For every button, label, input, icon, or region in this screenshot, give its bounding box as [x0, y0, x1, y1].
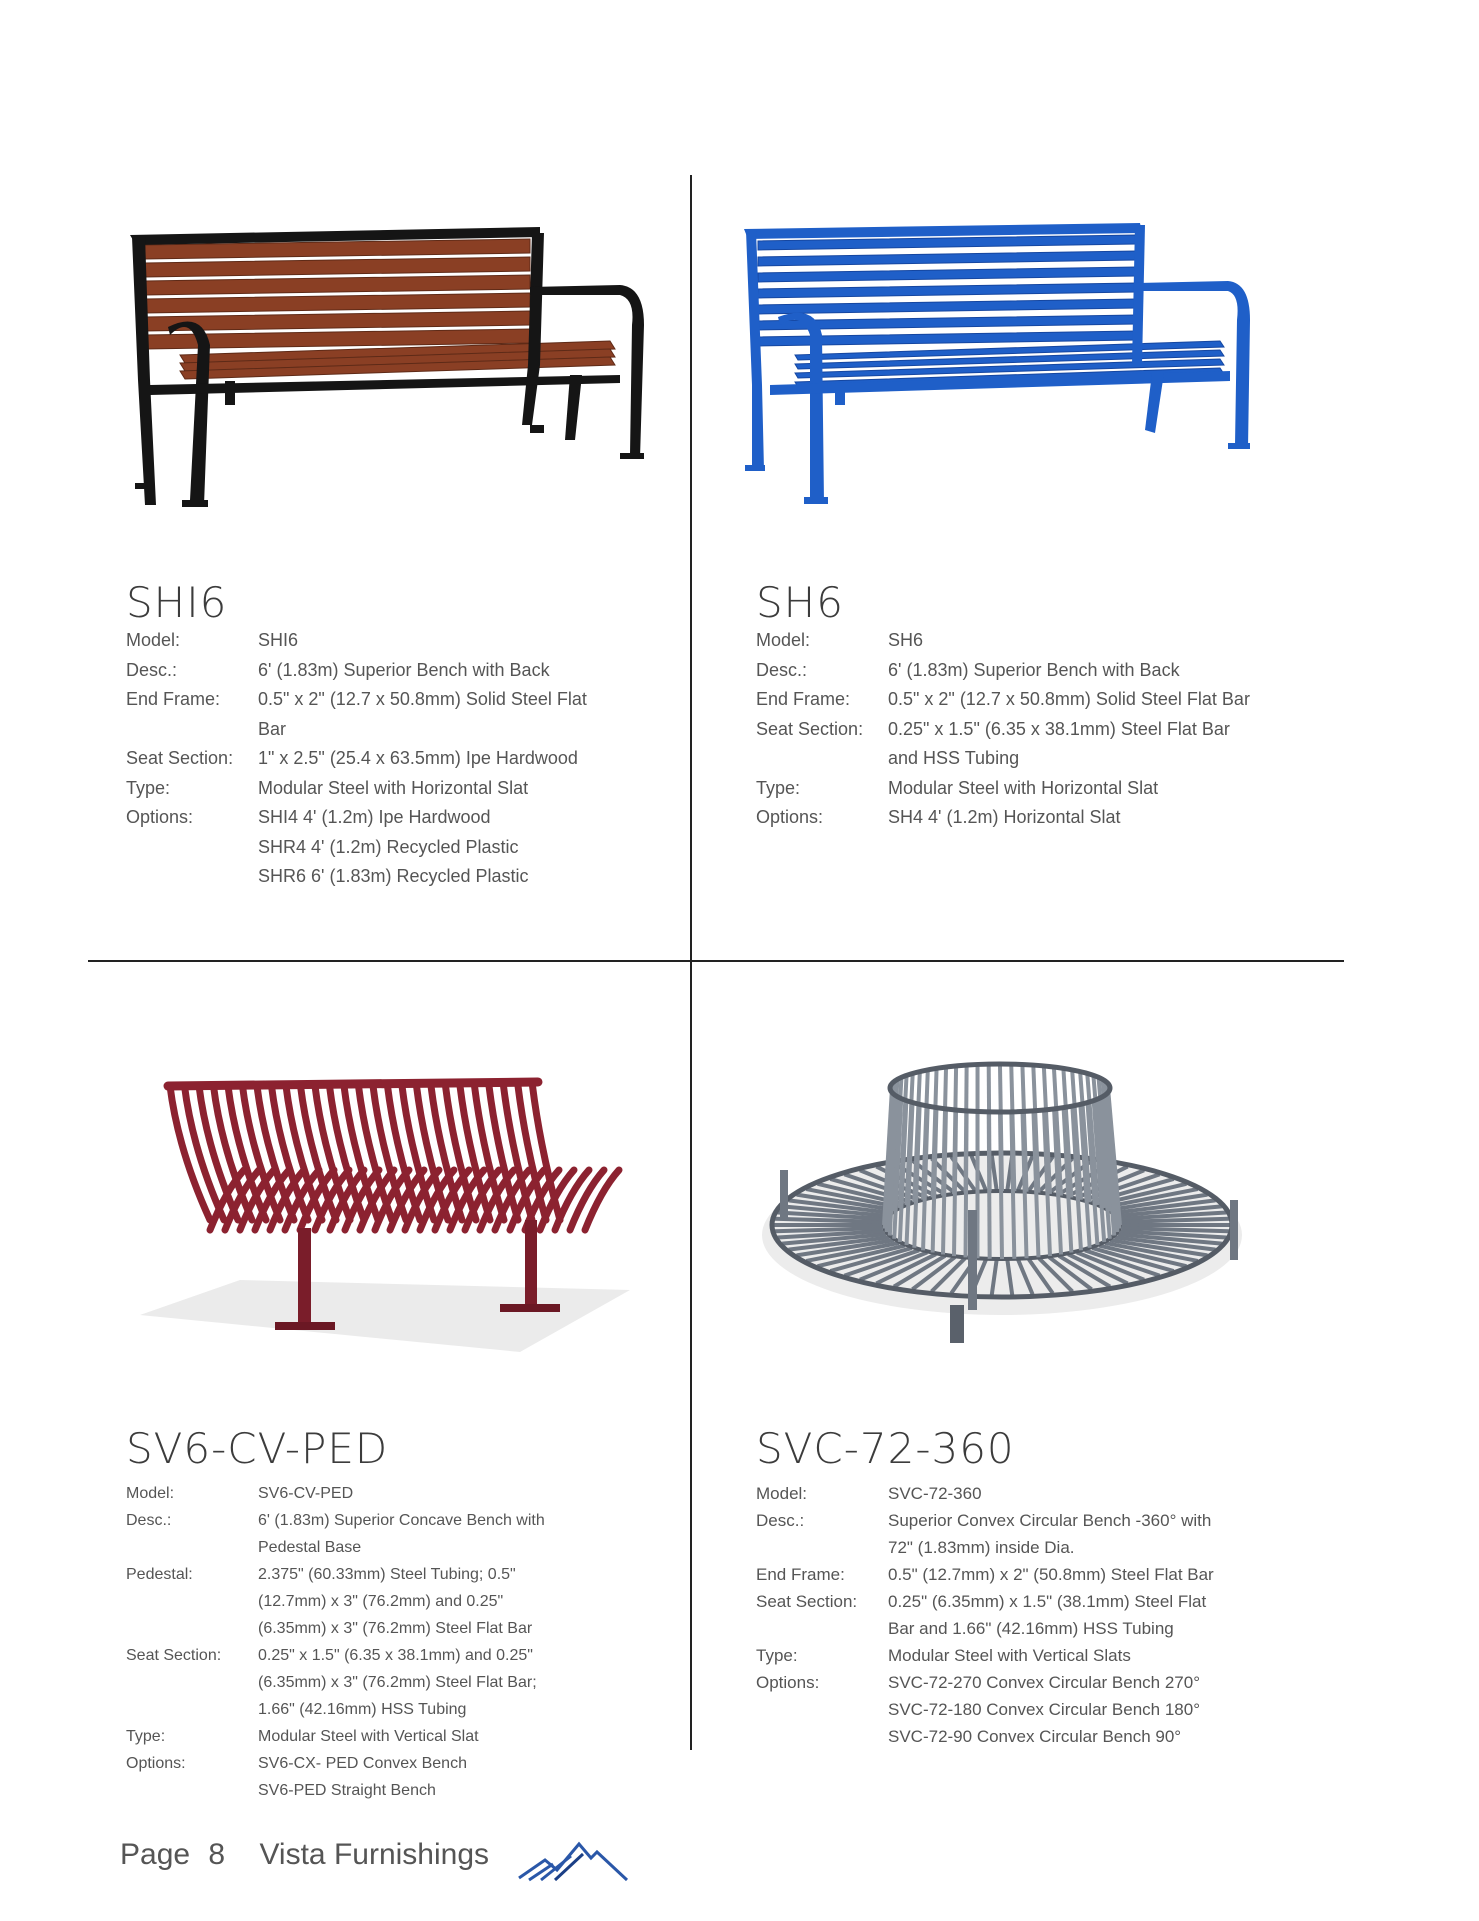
spec-value-line: 0.25" x 1.5" (6.35 x 38.1mm) and 0.25" [258, 1647, 533, 1664]
spec-value-line: 0.25" x 1.5" (6.35 x 38.1mm) Steel Flat Bar [888, 718, 1230, 739]
spec-table-svc [756, 1480, 1214, 1750]
spec-value-line: SHR6 6' (1.83m) Recycled Plastic [258, 866, 529, 886]
horizontal-divider [88, 960, 1344, 962]
spec-value-line: and HSS Tubing [888, 748, 1020, 768]
spec-value-line: SV6-PED Straight Bench [258, 1782, 436, 1799]
spec-row [126, 656, 587, 686]
spec-value-line: SVC-72-270 Convex Circular Bench 270° [888, 1673, 1201, 1692]
spec-row [126, 685, 587, 744]
spec-row [126, 1480, 545, 1507]
spec-value [258, 685, 587, 744]
spec-value-line: Pedestal Base [258, 1539, 362, 1556]
mountain-logo-icon [515, 1834, 631, 1884]
spec-row [756, 626, 1250, 656]
spec-value-line: SHR4 4' (1.2m) Recycled Plastic [258, 836, 519, 857]
spec-value [888, 715, 1230, 774]
spec-value-line: Bar [258, 718, 287, 739]
spec-value [258, 774, 528, 804]
spec-value [888, 1588, 1206, 1642]
product-title: SV6-CV-PED [126, 1424, 389, 1473]
spec-value [888, 1561, 1214, 1588]
spec-value-line: SH6 [888, 630, 924, 650]
spec-value [888, 626, 923, 656]
spec-label: Model: [756, 1484, 808, 1503]
spec-value-line: 6' (1.83m) Superior Bench with Back [888, 659, 1180, 680]
spec-value [888, 774, 1158, 804]
spec-value [888, 1480, 982, 1507]
spec-value-line: 72" (1.83mm) inside Dia. [888, 1538, 1075, 1557]
spec-label: Options: [756, 1673, 820, 1692]
spec-value-line: SHI4 4' (1.2m) Ipe Hardwood [258, 807, 491, 827]
spec-value [888, 685, 1250, 715]
spec-value [258, 744, 578, 774]
spec-label: Model: [126, 1485, 175, 1502]
spec-row [756, 1480, 1214, 1507]
spec-value-line: SH4 4' (1.2m) Horizontal Slat [888, 807, 1121, 827]
spec-value-line: Modular Steel with Horizontal Slat [258, 777, 529, 798]
spec-label: Seat Section: [756, 718, 864, 739]
spec-row [756, 1642, 1214, 1669]
spec-value-line: (6.35mm) x 3" (76.2mm) Steel Flat Bar; [258, 1674, 537, 1691]
spec-value-line: (6.35mm) x 3" (76.2mm) Steel Flat Bar [258, 1620, 533, 1637]
spec-value-line: 1" x 2.5" (25.4 x 63.5mm) Ipe Hardwood [258, 748, 578, 768]
wood-bench-image [120, 215, 650, 515]
spec-row [756, 774, 1250, 804]
spec-value [888, 1642, 1131, 1669]
spec-row [756, 1669, 1214, 1750]
spec-label: Model: [756, 630, 811, 650]
circular-bench-image [760, 1060, 1260, 1350]
page-label: Page [120, 1838, 191, 1871]
product-title: SVC-72-360 [756, 1424, 1015, 1473]
spec-label: Options: [756, 807, 824, 827]
spec-value [888, 803, 1121, 833]
spec-label: Type: [756, 1646, 798, 1665]
spec-label: End Frame: [756, 689, 851, 709]
spec-value [258, 1480, 353, 1507]
product-title: SH6 [756, 578, 844, 627]
spec-row [126, 803, 587, 892]
spec-row [126, 1507, 545, 1561]
spec-label: Type: [126, 1728, 166, 1745]
spec-row [756, 1561, 1214, 1588]
spec-table-sv6 [126, 1480, 545, 1804]
spec-label: End Frame: [126, 689, 221, 709]
brand-name: Vista Furnishings [259, 1838, 490, 1871]
spec-value [258, 803, 529, 892]
spec-row [126, 774, 587, 804]
spec-value-line: Modular Steel with Horizontal Slat [888, 777, 1159, 798]
spec-label: Seat Section: [126, 1647, 222, 1664]
spec-value [258, 626, 298, 656]
spec-value [258, 1750, 467, 1804]
spec-label: Desc.: [756, 659, 808, 680]
spec-value-line: Modular Steel with Vertical Slat [258, 1728, 479, 1745]
spec-value-line: SHI6 [258, 630, 299, 650]
spec-label: Type: [756, 777, 801, 798]
spec-row [756, 803, 1250, 833]
page-footer [120, 1838, 489, 1872]
spec-value [258, 1561, 532, 1642]
spec-row [756, 715, 1250, 774]
product-title: SHI6 [126, 578, 228, 627]
spec-value [258, 656, 550, 686]
spec-value-line: SV6-CX- PED Convex Bench [258, 1755, 467, 1772]
spec-value-line: 6' (1.83m) Superior Concave Bench with [258, 1512, 545, 1529]
spec-value-line: Bar and 1.66" (42.16mm) HSS Tubing [888, 1619, 1174, 1638]
spec-label: Desc.: [756, 1511, 805, 1530]
spec-value-line: SVC-72-180 Convex Circular Bench 180° [888, 1700, 1201, 1719]
spec-label: Desc.: [126, 1512, 172, 1529]
spec-label: Options: [126, 1755, 186, 1772]
spec-row [126, 1561, 545, 1642]
spec-label: Pedestal: [126, 1566, 193, 1583]
blue-bench-image [740, 215, 1270, 515]
spec-label: Seat Section: [126, 748, 234, 768]
spec-row [126, 626, 587, 656]
spec-table-shi6 [126, 626, 587, 892]
spec-row [126, 1642, 545, 1723]
spec-row [756, 1588, 1214, 1642]
spec-value [258, 1642, 537, 1723]
spec-row [756, 1507, 1214, 1561]
spec-row [756, 656, 1250, 686]
red-bench-image [120, 1070, 650, 1360]
spec-value-line: Superior Convex Circular Bench -360° with [888, 1511, 1212, 1530]
spec-value-line: Modular Steel with Vertical Slats [888, 1646, 1131, 1665]
spec-value-line: 0.5" (12.7mm) x 2" (50.8mm) Steel Flat Bar [888, 1565, 1214, 1584]
spec-row [756, 685, 1250, 715]
spec-row [126, 744, 587, 774]
spec-value-line: 2.375" (60.33mm) Steel Tubing; 0.5" [258, 1566, 516, 1583]
page-number: 8 [208, 1838, 226, 1871]
spec-value-line: 0.5" x 2" (12.7 x 50.8mm) Solid Steel Flat [258, 689, 587, 709]
spec-value-line: 1.66" (42.16mm) HSS Tubing [258, 1701, 467, 1718]
spec-value-line: (12.7mm) x 3" (76.2mm) and 0.25" [258, 1593, 504, 1610]
spec-value-line: SV6-CV-PED [258, 1485, 354, 1502]
spec-label: End Frame: [756, 1565, 845, 1584]
spec-value-line: SVC-72-90 Convex Circular Bench 90° [888, 1727, 1182, 1746]
vertical-divider [690, 175, 692, 1750]
spec-row [126, 1750, 545, 1804]
spec-value-line: SVC-72-360 [888, 1484, 982, 1503]
spec-label: Type: [126, 777, 171, 798]
spec-label: Seat Section: [756, 1592, 858, 1611]
spec-value [888, 1669, 1200, 1750]
spec-row [126, 1723, 545, 1750]
spec-value-line: 6' (1.83m) Superior Bench with Back [258, 659, 550, 680]
spec-value [888, 1507, 1211, 1561]
spec-value-line: 0.5" x 2" (12.7 x 50.8mm) Solid Steel Flat Bar [888, 689, 1250, 709]
spec-label: Model: [126, 630, 181, 650]
spec-label: Options: [126, 807, 194, 827]
spec-value [258, 1723, 479, 1750]
spec-value [888, 656, 1180, 686]
spec-label: Desc.: [126, 659, 178, 680]
spec-value [258, 1507, 545, 1561]
spec-value-line: 0.25" (6.35mm) x 1.5" (38.1mm) Steel Flat [888, 1592, 1207, 1611]
spec-table-sh6 [756, 626, 1250, 833]
